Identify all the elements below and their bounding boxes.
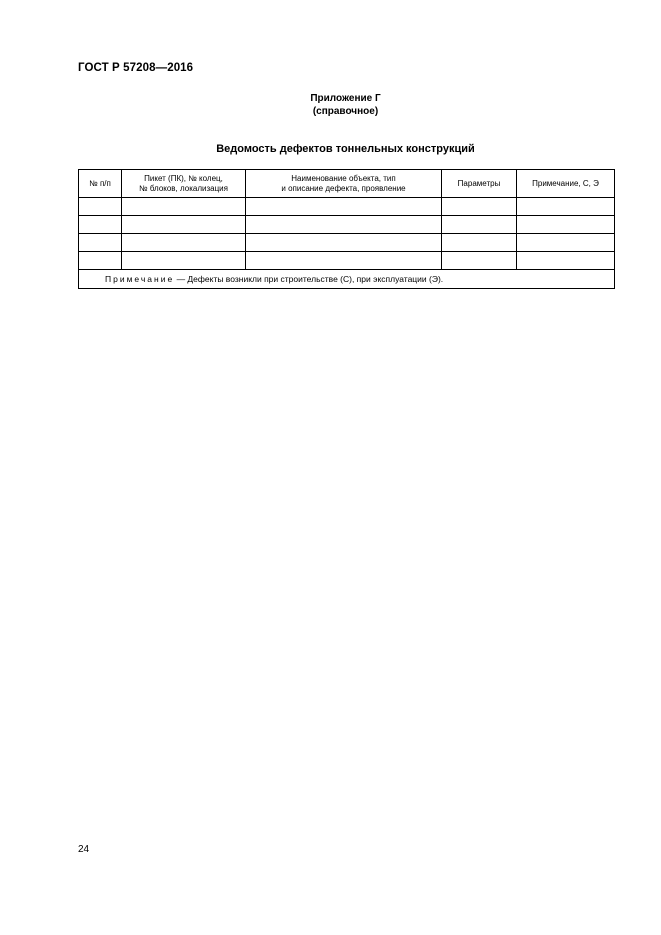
table-row	[79, 198, 615, 216]
table-cell	[517, 216, 615, 234]
document-code: ГОСТ Р 57208—2016	[78, 62, 194, 74]
note-text: — Дефекты возникли при строительстве (С), при эксплуатации (Э).	[174, 274, 444, 284]
header-remark	[517, 170, 615, 198]
table-cell	[442, 234, 517, 252]
table-cell	[122, 198, 246, 216]
header-location-line1: Пикет (ПК), № колец,	[144, 173, 223, 183]
header-parameters-line1: Параметры	[457, 178, 501, 188]
table-row	[79, 216, 615, 234]
header-description-line1: Наименование объекта, тип	[291, 173, 396, 183]
header-location-line2: № блоков, локализация	[139, 183, 228, 193]
header-number	[79, 170, 122, 198]
table-cell	[79, 234, 122, 252]
appendix-subtitle: (справочное)	[312, 105, 379, 117]
table-cell	[79, 216, 122, 234]
table-title-block	[0, 143, 661, 155]
table-cell	[122, 216, 246, 234]
header-description	[246, 170, 442, 198]
defects-table	[78, 169, 615, 289]
page-number: 24	[78, 844, 90, 855]
header-location	[122, 170, 246, 198]
table-cell	[246, 234, 442, 252]
table-title: Ведомость дефектов тоннельных конструкций	[216, 143, 475, 155]
table-cell	[517, 198, 615, 216]
table-note	[79, 270, 615, 289]
table-cell	[442, 252, 517, 270]
table-cell	[517, 252, 615, 270]
table-body	[79, 198, 615, 270]
note-label: Примечание	[105, 274, 175, 284]
table-cell	[442, 198, 517, 216]
table-cell	[122, 234, 246, 252]
table-cell	[122, 252, 246, 270]
table-cell	[79, 252, 122, 270]
appendix-heading	[0, 93, 661, 118]
header-parameters	[442, 170, 517, 198]
table-cell	[79, 198, 122, 216]
header-remark-line1: Примечание, С, Э	[532, 178, 599, 188]
appendix-title: Приложение Г	[310, 93, 381, 104]
header-number-line1: № п/п	[89, 178, 111, 188]
table-cell	[246, 252, 442, 270]
table-cell	[246, 198, 442, 216]
table-note-row	[79, 270, 615, 289]
table-row	[79, 234, 615, 252]
table-header-row	[79, 170, 615, 198]
table-cell	[517, 234, 615, 252]
header-description-line2: и описание дефекта, проявление	[281, 183, 406, 193]
table-cell	[442, 216, 517, 234]
table-row	[79, 252, 615, 270]
table-cell	[246, 216, 442, 234]
